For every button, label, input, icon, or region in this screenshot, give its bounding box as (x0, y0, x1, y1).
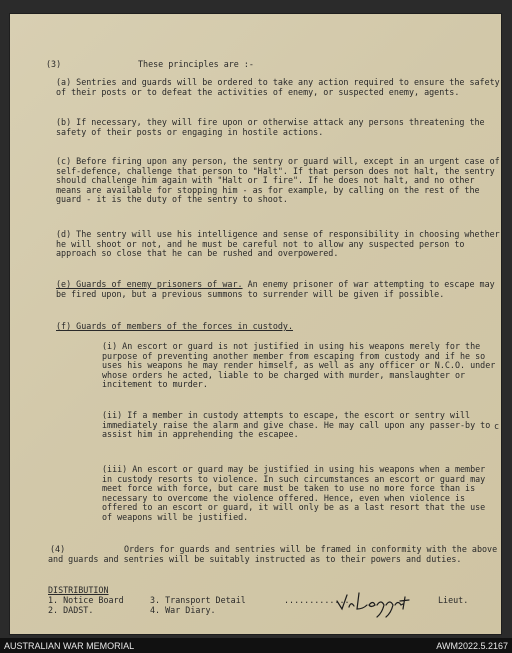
distribution-item: 4. War Diary. (150, 605, 216, 615)
document-page (10, 14, 501, 634)
paragraph-4: Orders for guards and sentries will be framed in conformity with the above and guards and sentries will be suitably instructed as to their powers and duties. (48, 544, 498, 564)
subparagraph-iii: (iii) An escort or guard may be justified in using his weapons when a member in custody resorts to violence. In such circumstances an escort or guard may meet force with force, but care must be taken to use no more force than is necessary to overcome the violence offered. Hence, even when violence is offered to an escort or guard, it will only be as a last resort that the use of weapons will be justified. (102, 464, 486, 522)
distribution-heading: DISTRIBUTION (48, 585, 109, 595)
handwritten-signature (333, 589, 423, 619)
archive-footer (0, 638, 512, 653)
paragraph-f-heading: (f) Guards of members of the forces in custody. (56, 321, 293, 331)
paragraph-4-number: (4) (50, 544, 66, 554)
footer-archive-name: AUSTRALIAN WAR MEMORIAL (4, 641, 135, 651)
paragraph-e-heading: (e) Guards of enemy prisoners of war. (56, 279, 243, 289)
subparagraph-i: (i) An escort or guard is not justified in using his weapons merely for the purpose of preventing another member from escaping from custody and if he so uses his weapons he may render himself, as well as any officer or N.C.O. under whose orders he acted, liable to be charged with murder, manslaughter or incitement to murder. (102, 341, 496, 390)
paragraph-c: (c) Before firing upon any person, the sentry or guard will, except in an urgent case of self-defence, challenge that person to "Halt". If that person does not halt, the sentry should challenge him again with "Halt or I fire". If he does not halt, and no other means are available for stopping him - as for example, by calling on the rest of the guard - it is the duty of the sentry to shoot. (56, 156, 500, 205)
paragraph-e-body: An enemy prisoner of war attempting to escape may be fired upon, but a previous summons to surrender will be given if possible. (56, 279, 495, 299)
paragraph-e (56, 280, 500, 299)
page-number: (3) (46, 59, 62, 69)
paragraph-b: (b) If necessary, they will fire upon or otherwise attack any persons threatening the safety of their posts or engaging in hostile actions. (56, 117, 485, 137)
distribution-item: 2. DADST. (48, 605, 94, 615)
heading: These principles are :- (138, 59, 254, 69)
signature-line: ............. (284, 595, 350, 605)
rank-label: Lieut. (438, 595, 469, 605)
distribution-item: 3. Transport Detail (150, 595, 246, 605)
footer-archive-id: AWM2022.5.2167 (436, 641, 508, 651)
paragraph-d: (d) The sentry will use his intelligence and sense of responsibility in choosing whether he will shoot or not, and he must be careful not to allow any suspected person to approach so close that he can be rushed and overpowered. (56, 229, 500, 259)
distribution-item: 1. Notice Board (48, 595, 124, 605)
margin-fragment: c (494, 421, 500, 431)
subparagraph-ii: (ii) If a member in custody attempts to escape, the escort or sentry will immediately raise the alarm and give chase. He may call upon any passer-by to assist him in apprehending the escapee. (102, 410, 491, 440)
paragraph-a: (a) Sentries and guards will be ordered to take any action required to ensure the safety of their posts or to defeat the activities of enemy, or suspected enemy, agents. (56, 77, 500, 97)
